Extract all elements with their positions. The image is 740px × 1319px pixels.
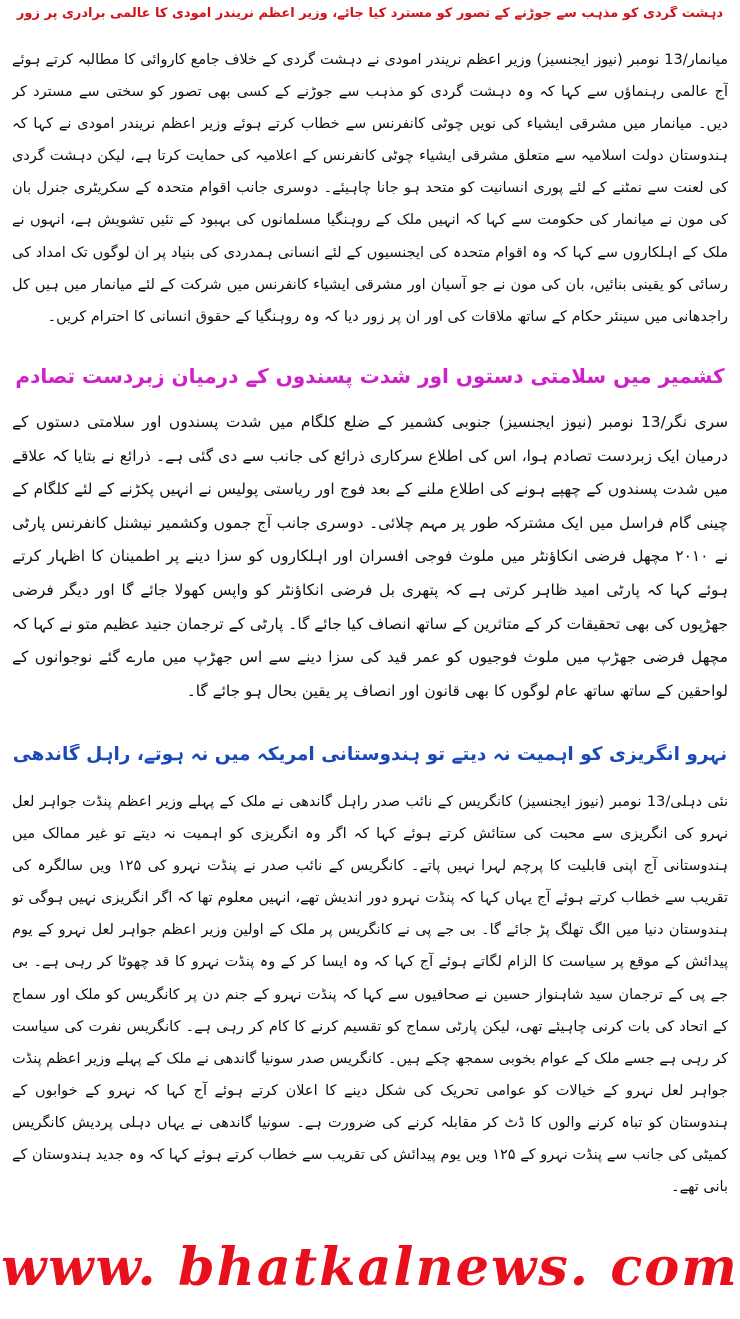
article-body-rahul-gandhi-english: نئی دہلی/13 نومبر (نیوز ایجنسیز) کانگریس کے نائب صدر راہل گاندھی نے ملک کے پہلے وزیر اعظم پنڈت جواہر لعل نہرو کی انگریزی سے محبت کی ستائش کرتے ہوئے کہا کہ اگر وہ انگریزی کو اہمیت نہ دیتے تو غیر ممالک میں ہندوستانی آج اپنی قابلیت کا پرچم لہرا نہیں پاتے۔ کانگریس کے نائب صدر نے پنڈت نہرو کی ۱۲۵ ویں سالگرہ کی تقریب سے خطاب کرتے ہوئے آج یہاں کہا کہ پنڈت نہرو دور اندیش تھے، انہیں معلوم تھا کہ اگر انگریزی نہیں ہوگی تو ہندوستان دنیا میں الگ تھلگ پڑ جائے گا۔ بی جے پی نے کانگریس پر ملک کے اولین وزیر اعظم جواہر لعل نہرو کے یوم پیدائش کے موقع پر سیاست کا الزام لگاتے ہوئے آج کہا کہ وہ ایسا کر کے وہ پنڈت نہرو کا قد چھوٹا کر رہی ہے۔ بی جے پی کے ترجمان سید شاہنواز حسین نے صحافیوں سے کہا کہ پنڈت نہرو کے جنم دن پر کانگریس کو ملک اور سماج کے اتحاد کی بات کرنی چاہیئے تھی، لیکن پارٹی سماج کو تقسیم کرنے کا کام کر رہی ہے۔ کانگریس نفرت کی سیاست کر رہی ہے جسے ملک کے عوام بخوبی سمجھ چکے ہیں۔ کانگریس صدر سونیا گاندھی نے ملک کے پہلے وزیر اعظم پنڈت جواہر لعل نہرو کے خیالات کو عوامی تحریک کی شکل دینے کا اعلان کرتے ہوئے آج کہا کہ نہرو کے خوابوں کے ہندوستان کو تباہ کرنے والوں کا ڈٹ کر مقابلہ کرنے کی ضرورت ہے۔ سونیا گاندھی نے یہاں دہلی پردیش کانگریس کمیٹی کی جانب سے پنڈت نہرو کے ۱۲۵ ویں یوم پیدائش کی تقریب سے خطاب کرتے ہوئے کہا کہ وہ جدید ہندوستان کے بانی تھے۔ [12, 794, 728, 1196]
headline-kashmir-clash: کشمیر میں سلامتی دستوں اور شدت پسندوں کے درمیان زبردست تصادم [15, 364, 725, 388]
article-body-kashmir-clash: سری نگر/13 نومبر (نیوز ایجنسیز) جنوبی کشمیر کے ضلع کلگام میں شدت پسندوں اور سلامتی دستوں کے درمیان ایک زبردست تصادم ہوا، اس کی اطلاع سرکاری ذرائع کی جانب سے دی گئی ہے۔ ذرائع نے بتایا کہ علاقے میں شدت پسندوں کے چھپے ہونے کی اطلاع ملنے کے بعد فوج اور ریاستی پولیس نے انہیں پکڑنے کے لئے کلگام کے چینی گام فراسل میں ایک مشترکہ طور پر مہم چلائی۔ دوسری جانب آج جموں وکشمیر نیشنل کانفرنس پارٹی نے ۲۰۱۰ مچھل فرضی انکاؤنٹر میں ملوث فوجی افسران اور اہلکاروں کو سزا دینے پر اطمینان کا اظہار کرتے ہوئے کہا کہ پارٹی امید ظاہر کرتی ہے کہ پتھری بل فرضی انکاؤنٹر کو واپس کھولا جائے گا اور دیگر فرضی جھڑپوں کی بھی تحقیقات کر کے متاثرین کے ساتھ انصاف کیا جائے گا۔ پارٹی کے ترجمان جنید عظیم متو نے کہا کہ مچھل فرضی جھڑپ میں ملوث فوجیوں کو عمر قید کی سزا دینے سے اس جھڑپ میں مارے گئے نوجوانوں کے لواحقین کے ساتھ ساتھ عام لوگوں کا بھی قانون اور انصاف پر یقین بحال ہو جائے گا۔ [12, 413, 728, 700]
website-url-footer: www. bhatkalnews. com [1, 1237, 739, 1298]
headline-modi-terrorism: دہشت گردی کو مذہب سے جوڑنے کے تصور کو مسترد کیا جائے، وزیر اعظم نریندر امودی کا عالمی برادری پر زور [16, 6, 724, 21]
headline-rahul-gandhi-english: نہرو انگریزی کو اہمیت نہ دیتے تو ہندوستانی امریکہ میں نہ ہوتے، راہل گاندھی [12, 744, 728, 765]
article-body-modi-terrorism: میانمار/13 نومبر (نیوز ایجنسیز) وزیر اعظم نریندر امودی نے دہشت گردی کے خلاف جامع کاروائی کا مطالبہ کرتے ہوئے آج عالمی رہنماؤں سے کہا کہ وہ دہشت گردی کو مذہب سے جوڑنے کے کسی بھی تصور کو سختی سے مسترد کر دیں۔ میانمار میں مشرقی ایشیاء کی نویں چوٹی کانفرنس سے خطاب کرتے ہوئے وزیر اعظم نریندر امودی نے کہا کہ ہندوستان دولت اسلامیہ سے متعلق مشرقی ایشیاء چوٹی کانفرنس کے اعلامیہ کی حمایت کرتا ہے، لیکن دہشت گردی کی لعنت سے نمٹنے کے لئے پوری انسانیت کو متحد ہو جانا چاہیئے۔ دوسری جانب اقوام متحدہ کے سکریٹری جنرل بان کی مون نے میانمار کی حکومت سے کہا کہ انہیں ملک کے روہنگیا مسلمانوں کی بہبود کے تئیں تشویش ہے، انہوں نے ملک کے اہلکاروں سے کہا کہ وہ اقوام متحدہ کی ایجنسیوں کے لئے انسانی ہمدردی کی بنیاد پر ان لوگوں تک امداد کی رسائی کو یقینی بنائیں، بان کی مون نے جو آسیان اور مشرقی ایشیاء کانفرنس میں شرکت کے لئے میانمار میں ہیں کل راجدھانی میں سینئر حکام کے ساتھ ملاقات کی اور ان پر زور دیا کہ وہ روہنگیا کے حقوق انسانی کا احترام کریں۔ [12, 52, 728, 325]
